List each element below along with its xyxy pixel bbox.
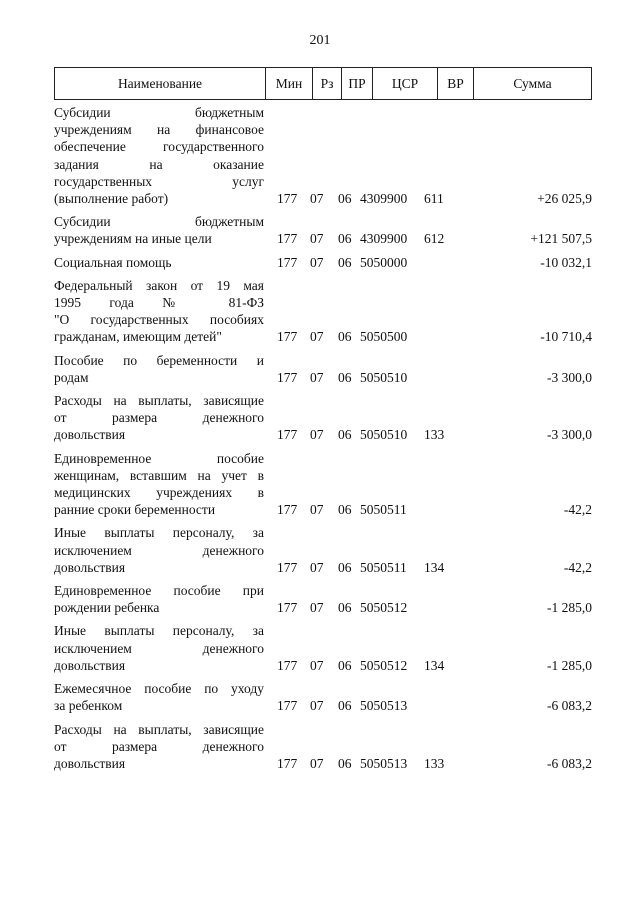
row-name-line: исключением денежного — [54, 640, 264, 656]
header-pr: ПР — [342, 68, 373, 100]
row-name-line: Расходы на выплаты, зависящие — [54, 393, 264, 409]
row-name-line: Пособие по беременности и — [54, 352, 264, 368]
row-pr: 06 — [338, 329, 352, 345]
row-name-line: "О государственных пособиях — [54, 312, 264, 328]
row-rz: 07 — [310, 427, 324, 443]
row-pr: 06 — [338, 369, 352, 385]
row-pr: 06 — [338, 698, 352, 714]
row-sum: -1 285,0 — [547, 600, 592, 616]
row-csr: 5050500 — [360, 329, 408, 345]
row-pr: 06 — [338, 191, 352, 207]
row-csr: 5050510 — [360, 369, 408, 385]
row-name — [54, 721, 264, 773]
row-rz: 07 — [310, 191, 324, 207]
row-name-line: Расходы на выплаты, зависящие — [54, 721, 264, 737]
row-min: 177 — [277, 600, 298, 616]
row-name-line: от размера денежного — [54, 410, 264, 426]
table-row — [54, 582, 592, 616]
row-min: 177 — [277, 559, 298, 575]
row-min: 177 — [277, 191, 298, 207]
row-min: 177 — [277, 698, 298, 714]
table-row — [54, 352, 592, 386]
row-min: 177 — [277, 657, 298, 673]
row-name-line: 1995 года № 81-ФЗ — [54, 295, 264, 311]
row-min: 177 — [277, 254, 298, 270]
row-name-line: медицинских учреждениях в — [54, 485, 264, 501]
table-row — [54, 524, 592, 576]
row-name-line: Субсидии бюджетным — [54, 105, 264, 120]
row-sum: -42,2 — [563, 502, 592, 518]
row-sum: +26 025,9 — [537, 191, 592, 207]
header-name: Наименование — [55, 68, 266, 100]
table-row — [54, 213, 592, 247]
header-rz: Рз — [313, 68, 342, 100]
row-min: 177 — [277, 369, 298, 385]
row-name-line: Ежемесячное пособие по уходу — [54, 681, 264, 697]
row-rz: 07 — [310, 559, 324, 575]
row-vr: 612 — [424, 231, 445, 247]
table-header — [54, 67, 592, 100]
row-name — [54, 277, 264, 346]
header-min: Мин — [266, 68, 313, 100]
row-csr: 4309900 — [360, 191, 408, 207]
row-sum: -10 710,4 — [540, 329, 592, 345]
row-name-line: Федеральный закон от 19 мая — [54, 277, 264, 293]
row-name — [54, 104, 264, 207]
row-csr: 5050511 — [360, 502, 407, 518]
row-name — [54, 392, 264, 444]
row-name-line: Иные выплаты персоналу, за — [54, 623, 264, 639]
row-rz: 07 — [310, 600, 324, 616]
row-csr: 4309900 — [360, 231, 408, 247]
row-sum: -3 300,0 — [547, 369, 592, 385]
table-row — [54, 622, 592, 674]
row-name-line: довольствия — [54, 755, 126, 771]
row-vr: 611 — [424, 191, 444, 207]
row-vr: 134 — [424, 559, 445, 575]
row-pr: 06 — [338, 657, 352, 673]
row-csr: 5050512 — [360, 657, 408, 673]
row-rz: 07 — [310, 329, 324, 345]
row-pr: 06 — [338, 600, 352, 616]
row-name-line: Иные выплаты персоналу, за — [54, 525, 264, 541]
row-name-line: Субсидии бюджетным — [54, 214, 264, 230]
row-csr: 5050513 — [360, 755, 408, 771]
row-rz: 07 — [310, 755, 324, 771]
row-pr: 06 — [338, 427, 352, 443]
row-name-line: довольствия — [54, 427, 126, 443]
header-vr: ВР — [438, 68, 474, 100]
row-pr: 06 — [338, 231, 352, 247]
row-name-line: Единовременное пособие — [54, 450, 264, 466]
row-name-line: рождении ребенка — [54, 600, 160, 616]
row-name — [54, 352, 264, 386]
row-rz: 07 — [310, 698, 324, 714]
row-rz: 07 — [310, 369, 324, 385]
row-pr: 06 — [338, 502, 352, 518]
row-rz: 07 — [310, 502, 324, 518]
row-name — [54, 254, 264, 271]
header-sum: Сумма — [474, 68, 592, 100]
row-pr: 06 — [338, 254, 352, 270]
row-name-line: Единовременное пособие при — [54, 583, 264, 599]
row-sum: -3 300,0 — [547, 427, 592, 443]
row-name — [54, 450, 264, 519]
row-name — [54, 213, 264, 247]
table-row — [54, 104, 592, 207]
row-csr: 5050513 — [360, 698, 408, 714]
header-csr: ЦСР — [373, 68, 438, 100]
row-name-line: ранние сроки беременности — [54, 502, 216, 518]
row-sum: -10 032,1 — [540, 254, 592, 270]
row-min: 177 — [277, 755, 298, 771]
row-name-line: Социальная помощь — [54, 254, 172, 270]
row-vr: 133 — [424, 755, 445, 771]
row-name-line: учреждениям на иные цели — [54, 231, 212, 247]
row-min: 177 — [277, 329, 298, 345]
row-rz: 07 — [310, 657, 324, 673]
row-min: 177 — [277, 427, 298, 443]
row-rz: 07 — [310, 231, 324, 247]
row-name — [54, 524, 264, 576]
page-number: 201 — [309, 33, 331, 48]
table-row — [54, 680, 592, 714]
row-name-line: за ребенком — [54, 698, 123, 714]
row-name-line: задания на оказание — [54, 156, 264, 172]
row-name-line: исключением денежного — [54, 542, 264, 558]
row-pr: 06 — [338, 559, 352, 575]
row-min: 177 — [277, 231, 298, 247]
table-row — [54, 450, 592, 519]
table-row — [54, 392, 592, 444]
row-name — [54, 622, 264, 674]
row-csr: 5050510 — [360, 427, 408, 443]
row-csr: 5050512 — [360, 600, 408, 616]
row-pr: 06 — [338, 755, 352, 771]
row-min: 177 — [277, 502, 298, 518]
row-csr: 5050511 — [360, 559, 407, 575]
row-sum: -42,2 — [563, 559, 592, 575]
row-name-line: родам — [54, 369, 89, 385]
table-row — [54, 721, 592, 773]
row-sum: -6 083,2 — [547, 755, 592, 771]
table-body — [54, 104, 592, 778]
row-name-line: обеспечение государственного — [54, 139, 264, 155]
row-sum: -1 285,0 — [547, 657, 592, 673]
row-name-line: довольствия — [54, 559, 126, 575]
row-name-line: довольствия — [54, 657, 126, 673]
row-vr: 134 — [424, 657, 445, 673]
row-name-line: гражданам, имеющим детей" — [54, 329, 222, 345]
row-csr: 5050000 — [360, 254, 408, 270]
row-rz: 07 — [310, 254, 324, 270]
row-name — [54, 582, 264, 616]
row-sum: +121 507,5 — [530, 231, 592, 247]
row-name-line: государственных услуг — [54, 173, 264, 189]
row-name-line: (выполнение работ) — [54, 191, 169, 207]
row-sum: -6 083,2 — [547, 698, 592, 714]
row-name — [54, 680, 264, 714]
table-row — [54, 254, 592, 271]
row-vr: 133 — [424, 427, 445, 443]
row-name-line: женщинам, вставшим на учет в — [54, 467, 264, 483]
table-row — [54, 277, 592, 346]
row-name-line: учреждениям на финансовое — [54, 122, 264, 138]
row-name-line: от размера денежного — [54, 738, 264, 754]
